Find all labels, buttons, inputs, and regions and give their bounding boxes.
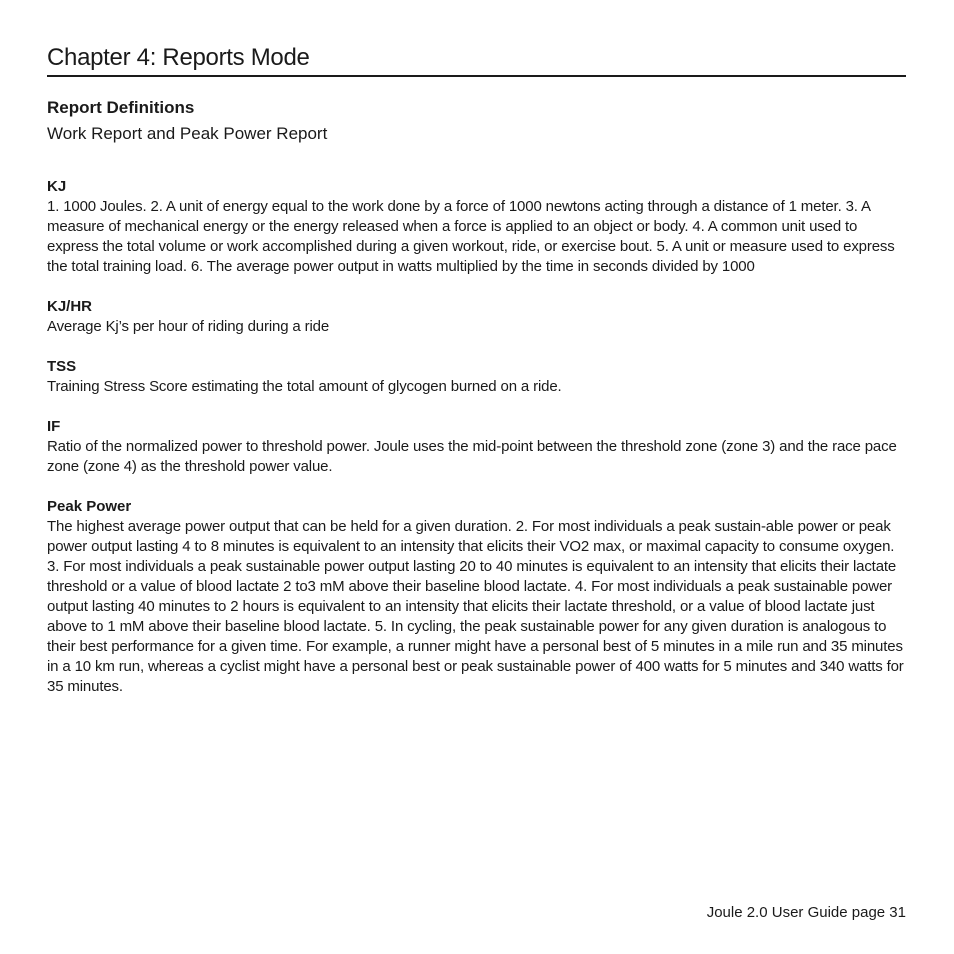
definition-kj [47, 177, 907, 277]
definition-term: KJ/HR [47, 298, 93, 315]
definition-tss [47, 357, 907, 397]
definition-if [47, 417, 907, 477]
section-subheading: Work Report and Peak Power Report [47, 124, 328, 143]
definition-text: 1. 1000 Joules. 2. A unit of energy equal to the work done by a force of 1000 newtons acting through a distance of 1 meter. 3. A measure of mechanical energy or the energy released when a force is applied to an object or body. 4. A common unit used to express the total volume or work accomplished during a given workout, ride, or exercise bout. 5. A unit or measure used to express the total training load. 6. The average power output in watts multiplied by the time in seconds divided by 1000 [47, 198, 895, 275]
page-footer: Joule 2.0 User Guide page 31 [706, 904, 906, 921]
definition-term: TSS [47, 358, 77, 375]
definition-term: KJ [47, 178, 67, 195]
definition-term: Peak Power [47, 498, 132, 515]
definition-kj-hr [47, 297, 907, 337]
definition-text: The highest average power output that can be held for a given duration. 2. For most individuals a peak sustain-able power or peak power output lasting 4 to 8 minutes is equivalent to an intensity that elicits their VO2 max, or maximal capacity to consume oxygen. 3. For most individuals a peak sustainable power output lasting 20 to 40 minutes is equivalent to an intensity that elicits their lactate threshold or a value of blood lactate 2 to3 mM above their baseline blood lactate. 4. For most individuals a peak sustainable power output lasting 40 minutes to 2 hours is equivalent to an intensity that elicits their lactate threshold, or a value of blood lactate just above to 1 mM above their baseline blood lactate. 5. In cycling, the peak sustainable power for any given duration is analogous to their best performance for a given time. For example, a runner might have a personal best of 5 minutes in a mile run and 35 minutes in a 10 km run, whereas a cyclist might have a personal best or peak sustainable power of 400 watts for 5 minutes and 340 watts for 35 minutes. [47, 518, 904, 695]
definition-peak-power [47, 497, 907, 697]
definitions-list [47, 177, 907, 717]
document-page [47, 0, 907, 954]
definition-term: IF [47, 418, 61, 435]
definition-text: Average Kj’s per hour of riding during a ride [47, 318, 330, 335]
definition-text: Training Stress Score estimating the total amount of glycogen burned on a ride. [47, 378, 562, 395]
title-divider [47, 75, 906, 77]
chapter-title: Chapter 4: Reports Mode [47, 44, 310, 71]
section-heading: Report Definitions [47, 98, 195, 117]
definition-text: Ratio of the normalized power to threshold power. Joule uses the mid-point between the threshold zone (zone 3) and the race pace zone (zone 4) as the threshold power value. [47, 438, 897, 475]
